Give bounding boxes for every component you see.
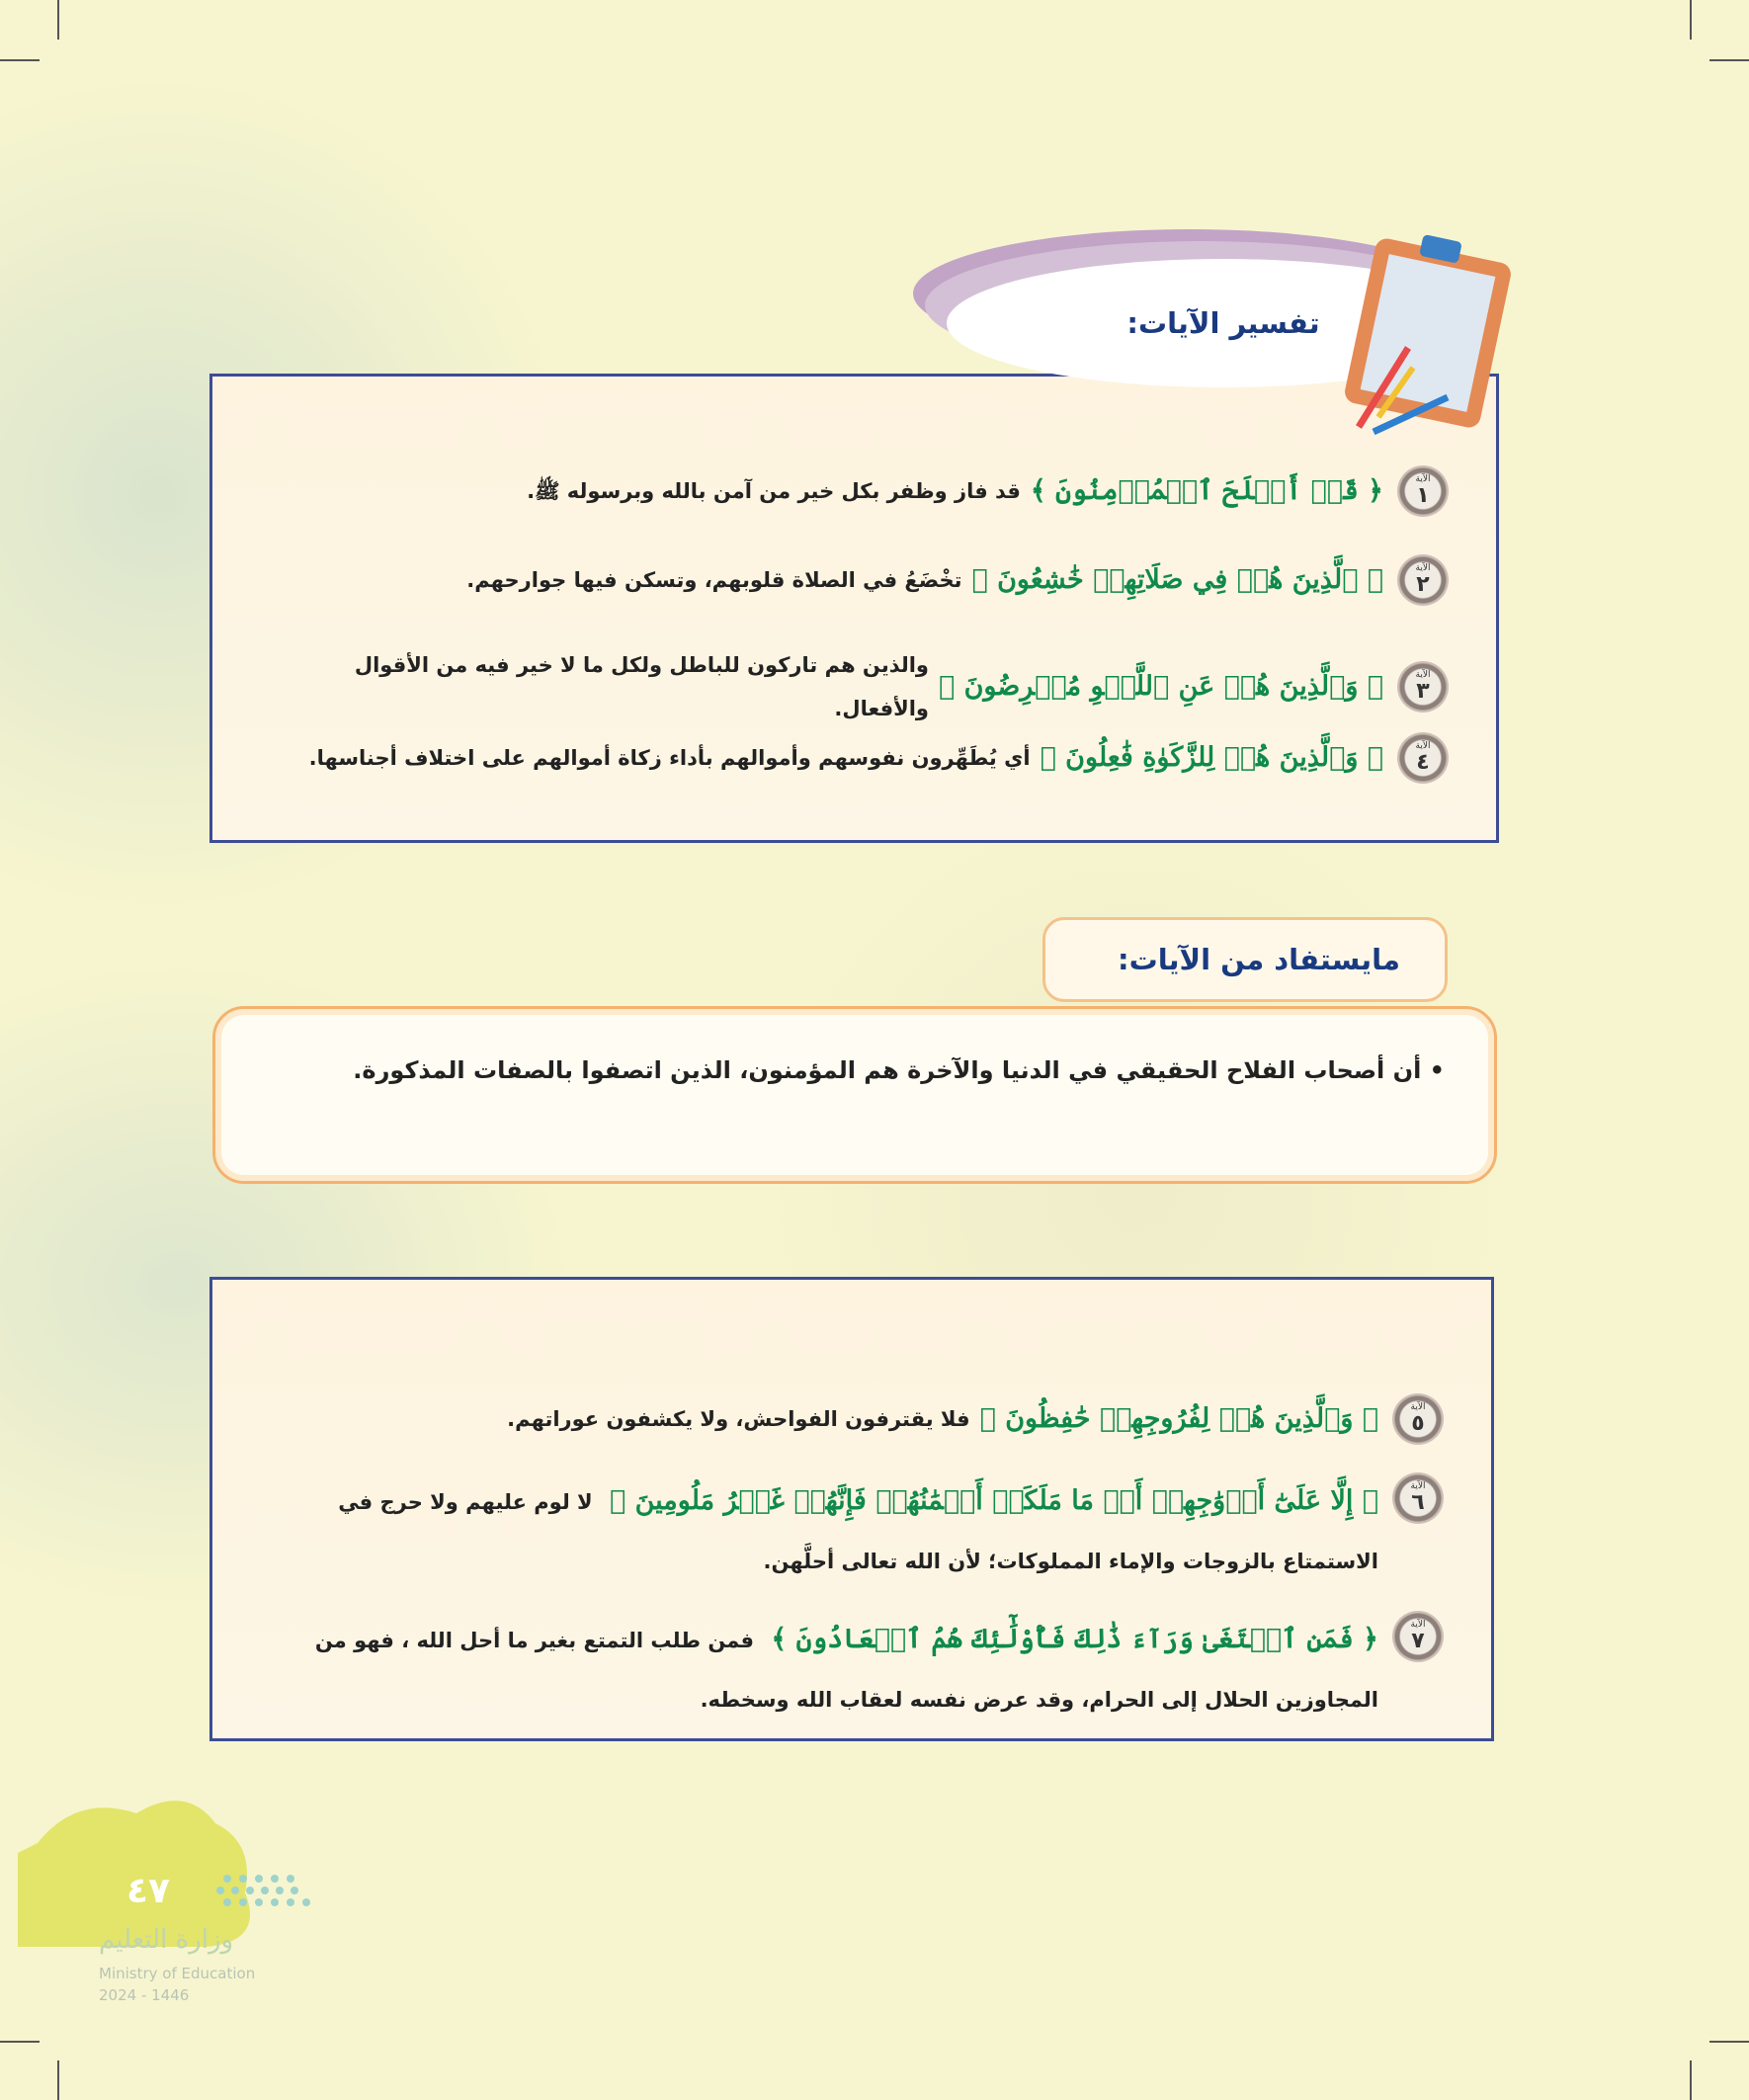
verse-row-2 <box>272 554 1449 606</box>
verse-content <box>272 1611 1378 1729</box>
verse-row-7 <box>272 1611 1444 1729</box>
crop-mark <box>0 2041 40 2043</box>
badge-label: الآية <box>1415 670 1431 680</box>
tafsir-panel <box>209 374 1499 843</box>
verse-explanation: فلا يقترفون الفواحش، ولا يكشفون عوراتهم. <box>507 1407 970 1431</box>
verse-number: ٢ <box>1416 572 1430 597</box>
verse-number-badge <box>1397 465 1449 517</box>
badge-label: الآية <box>1410 1620 1426 1630</box>
quran-text: ﴿ وَٱلَّذِينَ هُمۡ لِلزَّكَوٰةِ فَٰعِلُونَ ﴾ <box>1040 742 1383 773</box>
verse-number: ٥ <box>1411 1411 1425 1436</box>
crop-mark <box>1690 2060 1692 2100</box>
benefits-title-box <box>1042 917 1448 1002</box>
badge-label: الآية <box>1410 1481 1426 1491</box>
verse-number-badge <box>1392 1472 1444 1524</box>
verse-number-badge <box>1397 732 1449 784</box>
verse-row-3 <box>272 643 1449 730</box>
verse-explanation: لا لوم عليهم ولا حرج في الاستمتاع بالزوجات والإماء المملوكات؛ لأن الله تعالى أحلَّهن. <box>338 1490 1378 1573</box>
benefits-box <box>212 1006 1497 1184</box>
edition-year: 2024 - 1446 <box>99 1986 190 2004</box>
verse-row-1 <box>272 465 1449 517</box>
verse-explanation: والذين هم تاركون للباطل ولكل ما لا خير فيه من الأقوال والأفعال. <box>354 653 929 720</box>
verse-explanation: تخْضَعُ في الصلاة قلوبهم، وتسكن فيها جوارحهم. <box>466 568 962 592</box>
verse-number-badge <box>1397 554 1449 606</box>
ministry-logo-text: وزارة التعليم <box>99 1925 234 1955</box>
crop-mark <box>0 59 40 61</box>
quran-text: ﴿ وَٱلَّذِينَ هُمۡ لِفُرُوجِهِمۡ حَٰفِظُونَ ﴾ <box>979 1403 1378 1434</box>
verse-content <box>272 1472 1378 1591</box>
crop-mark <box>1709 2041 1749 2043</box>
badge-label: الآية <box>1415 563 1431 573</box>
verse-explanation: قد فاز وظفر بكل خير من آمن بالله وبرسوله ﷺ. <box>527 479 1021 503</box>
section-title: مايستفاد من الآيات: <box>1117 943 1400 976</box>
benefit-item: • أن أصحاب الفلاح الحقيقي في الدنيا والآخرة هم المؤمنون، الذين اتصفوا بالصفات المذكورة. <box>353 1056 1445 1084</box>
verse-row-5 <box>272 1393 1444 1445</box>
quran-text: ﴿ وَٱلَّذِينَ هُمۡ عَنِ ٱللَّغۡوِ مُعۡرِضُونَ ﴾ <box>938 671 1383 702</box>
verses-panel-2 <box>209 1277 1494 1741</box>
quran-text: ﴿ إِلَّا عَلَىٰٓ أَزۡوَٰجِهِمۡ أَوۡ مَا مَلَكَتۡ أَيۡمَٰنُهُمۡ فَإِنَّهُمۡ غَيۡرُ مَلُومِينَ ﴾ <box>609 1485 1378 1516</box>
crop-mark <box>1690 0 1692 40</box>
quran-text: ﴿ فَمَنِ ٱبۡتَغَىٰ وَرَآءَ ذَٰلِكَ فَأُوْلَٰٓئِكَ هُمُ ٱلۡعَادُونَ ﴾ <box>771 1624 1378 1654</box>
verse-explanation: فمن طلب التمتع بغير ما أحل الله ، فهو من المجاوزين الحلال إلى الحرام، وقد عرض نفسه لعقاب الله وسخطه. <box>314 1629 1378 1712</box>
crop-mark <box>57 2060 59 2100</box>
verse-number: ٣ <box>1416 679 1430 704</box>
page-number: ٤٧ <box>126 1871 170 1911</box>
badge-label: الآية <box>1415 474 1431 484</box>
ministry-name-en: Ministry of Education <box>99 1965 256 1982</box>
verse-number: ٤ <box>1416 750 1430 775</box>
verse-number: ١ <box>1416 483 1430 508</box>
quran-text: ﴿ قَدۡ أَفۡلَحَ ٱلۡمُؤۡمِنُونَ ﴾ <box>1030 475 1383 506</box>
quran-text: ﴿ ٱلَّذِينَ هُمۡ فِي صَلَاتِهِمۡ خَٰشِعُونَ ﴾ <box>971 564 1383 595</box>
verse-explanation: أي يُطَهِّرون نفوسهم وأموالهم بأداء زكاة أموالهم على اختلاف أجناسها. <box>308 746 1031 770</box>
verse-number-badge <box>1392 1611 1444 1662</box>
crop-mark <box>57 0 59 40</box>
verse-row-4 <box>272 732 1449 784</box>
clipboard-icon <box>1319 229 1527 437</box>
verse-number: ٦ <box>1411 1490 1425 1515</box>
badge-label: الآية <box>1415 741 1431 751</box>
verse-number: ٧ <box>1411 1629 1425 1653</box>
verse-number-badge <box>1397 661 1449 713</box>
verse-number-badge <box>1392 1393 1444 1445</box>
section-title: تفسير الآيات: <box>1126 306 1320 340</box>
verse-row-6 <box>272 1472 1444 1591</box>
crop-mark <box>1709 59 1749 61</box>
badge-label: الآية <box>1410 1402 1426 1412</box>
